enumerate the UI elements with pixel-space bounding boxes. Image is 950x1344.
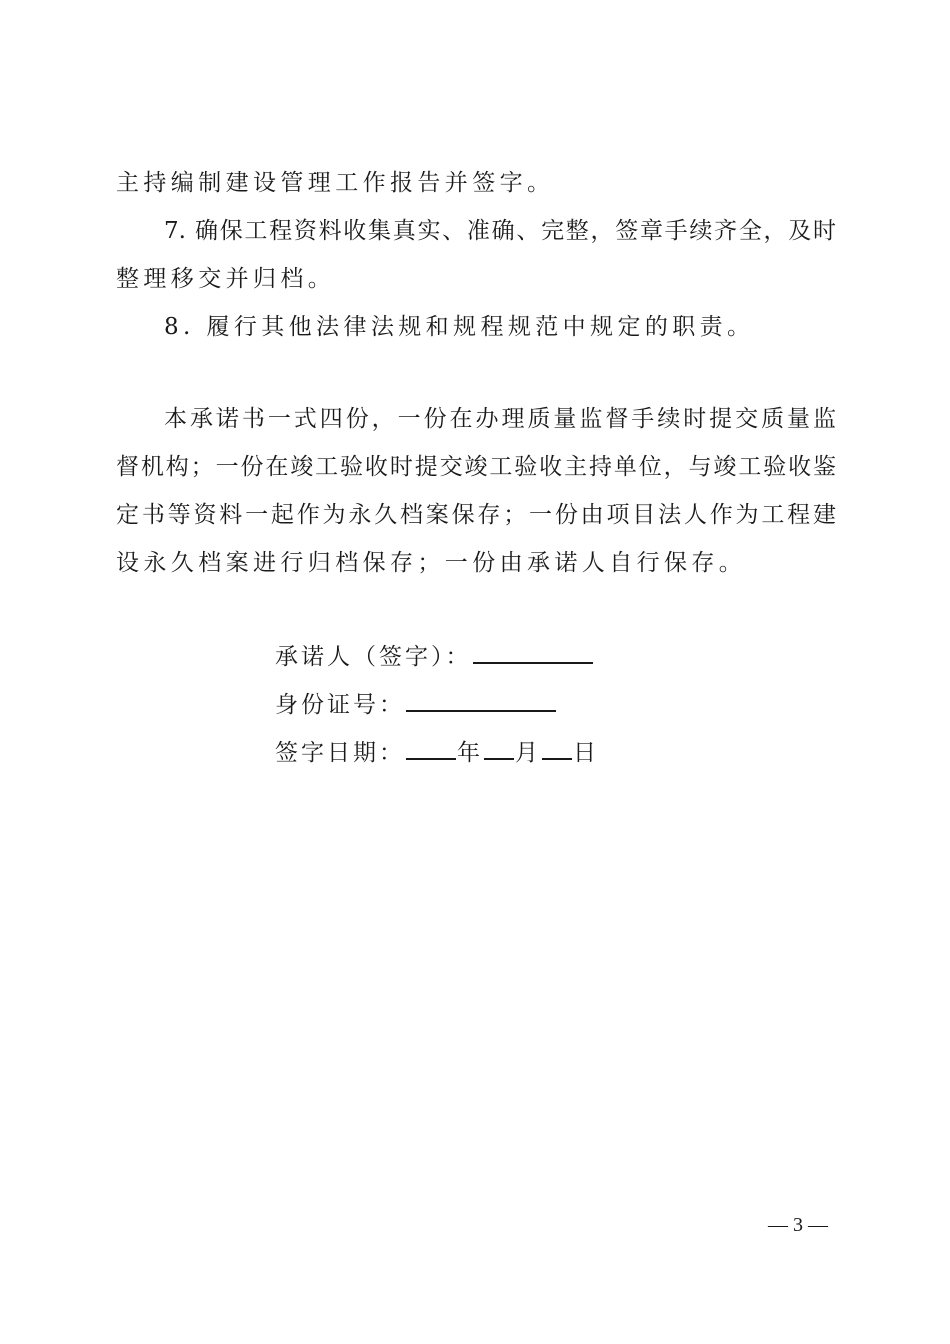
promisor-signature-row <box>275 640 594 672</box>
item-8-line: 8. 履行其他法律法规和规程规范中规定的职责。 <box>164 314 755 340</box>
id-number-label: 身份证号： <box>275 692 405 718</box>
paragraph-line-1: 主持编制建设管理工作报告并签字。 <box>116 170 555 196</box>
month-label: 月 <box>515 740 541 766</box>
closing-line-3: 定书等资料一起作为永久档案保存；一份由项目法人作为工程建 <box>116 502 836 528</box>
closing-line-2: 督机构；一份在竣工验收时提交竣工验收主持单位，与竣工验收鉴 <box>116 454 836 480</box>
sign-date-row <box>275 736 599 768</box>
sign-date-label: 签字日期： <box>275 740 405 766</box>
day-blank[interactable] <box>542 736 572 760</box>
id-number-row <box>275 688 557 720</box>
promisor-signature-blank[interactable] <box>473 640 593 664</box>
item-7-line-2: 整理移交并归档。 <box>116 266 336 292</box>
year-label: 年 <box>457 740 483 766</box>
promisor-label: 承诺人（签字）： <box>275 644 472 670</box>
item-7-line-1: 7. 确保工程资料收集真实、准确、完整，签章手续齐全，及时 <box>164 218 836 244</box>
id-number-blank[interactable] <box>406 688 556 712</box>
day-label: 日 <box>573 740 599 766</box>
page-number: — 3 — <box>768 1214 828 1236</box>
closing-line-4: 设永久档案进行归档保存；一份由承诺人自行保存。 <box>116 550 747 576</box>
closing-line-1: 本承诺书一式四份，一份在办理质量监督手续时提交质量监 <box>164 406 836 432</box>
month-blank[interactable] <box>484 736 514 760</box>
year-blank[interactable] <box>406 736 456 760</box>
